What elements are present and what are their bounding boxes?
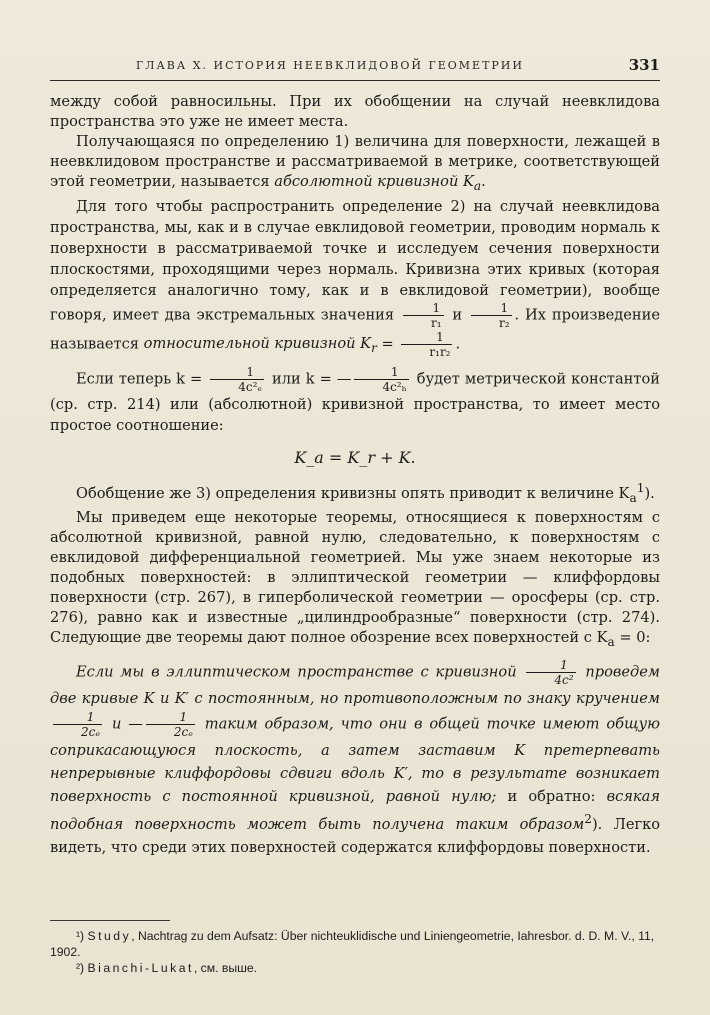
running-title: ГЛАВА X. ИСТОРИЯ НЕЕВКЛИДОВОЙ ГЕОМЕТРИИ <box>136 59 524 72</box>
footnote-1: ¹) Study, Nachtrag zu dem Aufsatz: Über nichteuklidische und Liniengeometrie, Iahresbor. d. D. M. V., 11, 1902. <box>50 929 655 959</box>
paragraph-2: Получающаяся по определению 1) величина для поверхности, лежащей в неевклидовом пространстве и рассматриваемой в метрике, соответствующей этой геометрии, называется абсолютной кривизной $K_a$. <box>50 133 660 193</box>
paragraph-6: Мы приведем еще некоторые теоремы, относящиеся к поверхностям с абсолютной кривизной, равной нулю, следовательно, к поверхностям с евклидовой дифференциальной геометрией. Мы уже знаем некоторые из подобных поверхностей: в эллиптической геометрии — клиффордовы поверхности (стр. 267), в гиперболической геометрии — оросферы (ср. стр. 276), равно как и известные „цилиндрообразные“ поверхности (стр. 274). Следующие две теоремы дают полное обозрение всех поверхностей с $K_a = 0$: <box>50 509 660 649</box>
theorem-paragraph: Если мы в эллиптическом пространстве с кривизной $\frac{1}{\text{4c²}}$ проведем две кривые K и K′ с постоянным, но противоположным по знаку кручением $\frac{1}{\text{2cₑ}}$ и — $\frac{1}{\text{2cₑ}}$ таким образом, что они в общей точке имеют общую соприкасающуюся плоскость, а затем заставим K претерпевать непрерывные клиффордовы сдвиги вдоль K′, то в результате возникает поверхность с постоянной кривизной, равной нулю; и обратно: всякая подобная поверхность может быть получена таким образом$^2$). Легко видеть, что среди этих поверхностей содержатся клиффордовы поверхности. <box>50 657 661 856</box>
fraction-1-over-r2: $\frac{1}{\text{r₂}}$ <box>471 301 512 330</box>
footnote-ref-1: 1 <box>636 481 645 496</box>
paragraph-5: Обобщение же 3) определения кривизны опять приводит к величине $K_a^1$). <box>76 481 655 506</box>
page-number: 331 <box>628 56 660 74</box>
fraction-1-over-2ce-b: $\frac{1}{\text{2cₑ}}$ <box>146 710 195 739</box>
footnote-rule <box>50 920 170 921</box>
fraction-1-over-r1r2: $\frac{1}{\text{r₁r₂}}$ <box>401 330 452 359</box>
paragraph-1: между собой равносильны. При их обобщении на случай неевклидова пространства это уже не имеет места. <box>50 93 660 130</box>
fraction-1-over-4ce2: $\frac{1}{\text{4c²ₑ}}$ <box>210 365 264 394</box>
main-text <box>50 92 660 859</box>
fraction-1-over-4c2: $\frac{1}{\text{4c²}}$ <box>526 658 575 687</box>
paragraph-3: Для того чтобы распространить определение 2) на случай неевклидова пространства, мы, как и в случае евклидовой геометрии, проводим нормаль к поверхности в рассматриваемой точке и исследуем сечения поверхности плоскостями, проходящими через нормаль. Кривизна этих кривых (которая определяется аналогично тому, как и в евклидовой геометрии), вообще говоря, имеет два экстремальных значения $\frac{1}{\text{r₁}}$ и $\frac{1}{\text{r₂}}$ . Их произведение называется относительной кривизной $K_r$ = $\frac{1}{\text{r₁r₂}}$ . <box>50 197 660 359</box>
fraction-1-over-2ce-a: $\frac{1}{\text{2cₑ}}$ <box>53 710 102 739</box>
curvature-formula: K_a = K_r + K. <box>294 448 416 468</box>
fraction-1-over-r1: $\frac{1}{\text{r₁}}$ <box>403 301 444 330</box>
paragraph-4: Если теперь k = $\frac{1}{\text{4c²ₑ}}$ или k = — $\frac{1}{\text{4c²ₕ}}$ будет метрической константой (ср. стр. 214) или (абсолютной) кривизной пространства, то имеет место простое соотношение: <box>50 365 660 435</box>
header-rule <box>50 80 660 81</box>
term-absolute-curvature: абсолютной кривизной $K_a$ <box>274 173 482 193</box>
footnote-ref-2: 2 <box>584 811 592 826</box>
footnotes <box>50 928 660 976</box>
page-header <box>50 56 660 78</box>
term-relative-curvature: относительной кривизной $K_r$ <box>143 335 377 356</box>
footnote-2: ²) Bianchi-Lukat, см. выше. <box>76 961 258 975</box>
fraction-1-over-4ch2: $\frac{1}{\text{4c²ₕ}}$ <box>354 365 408 394</box>
